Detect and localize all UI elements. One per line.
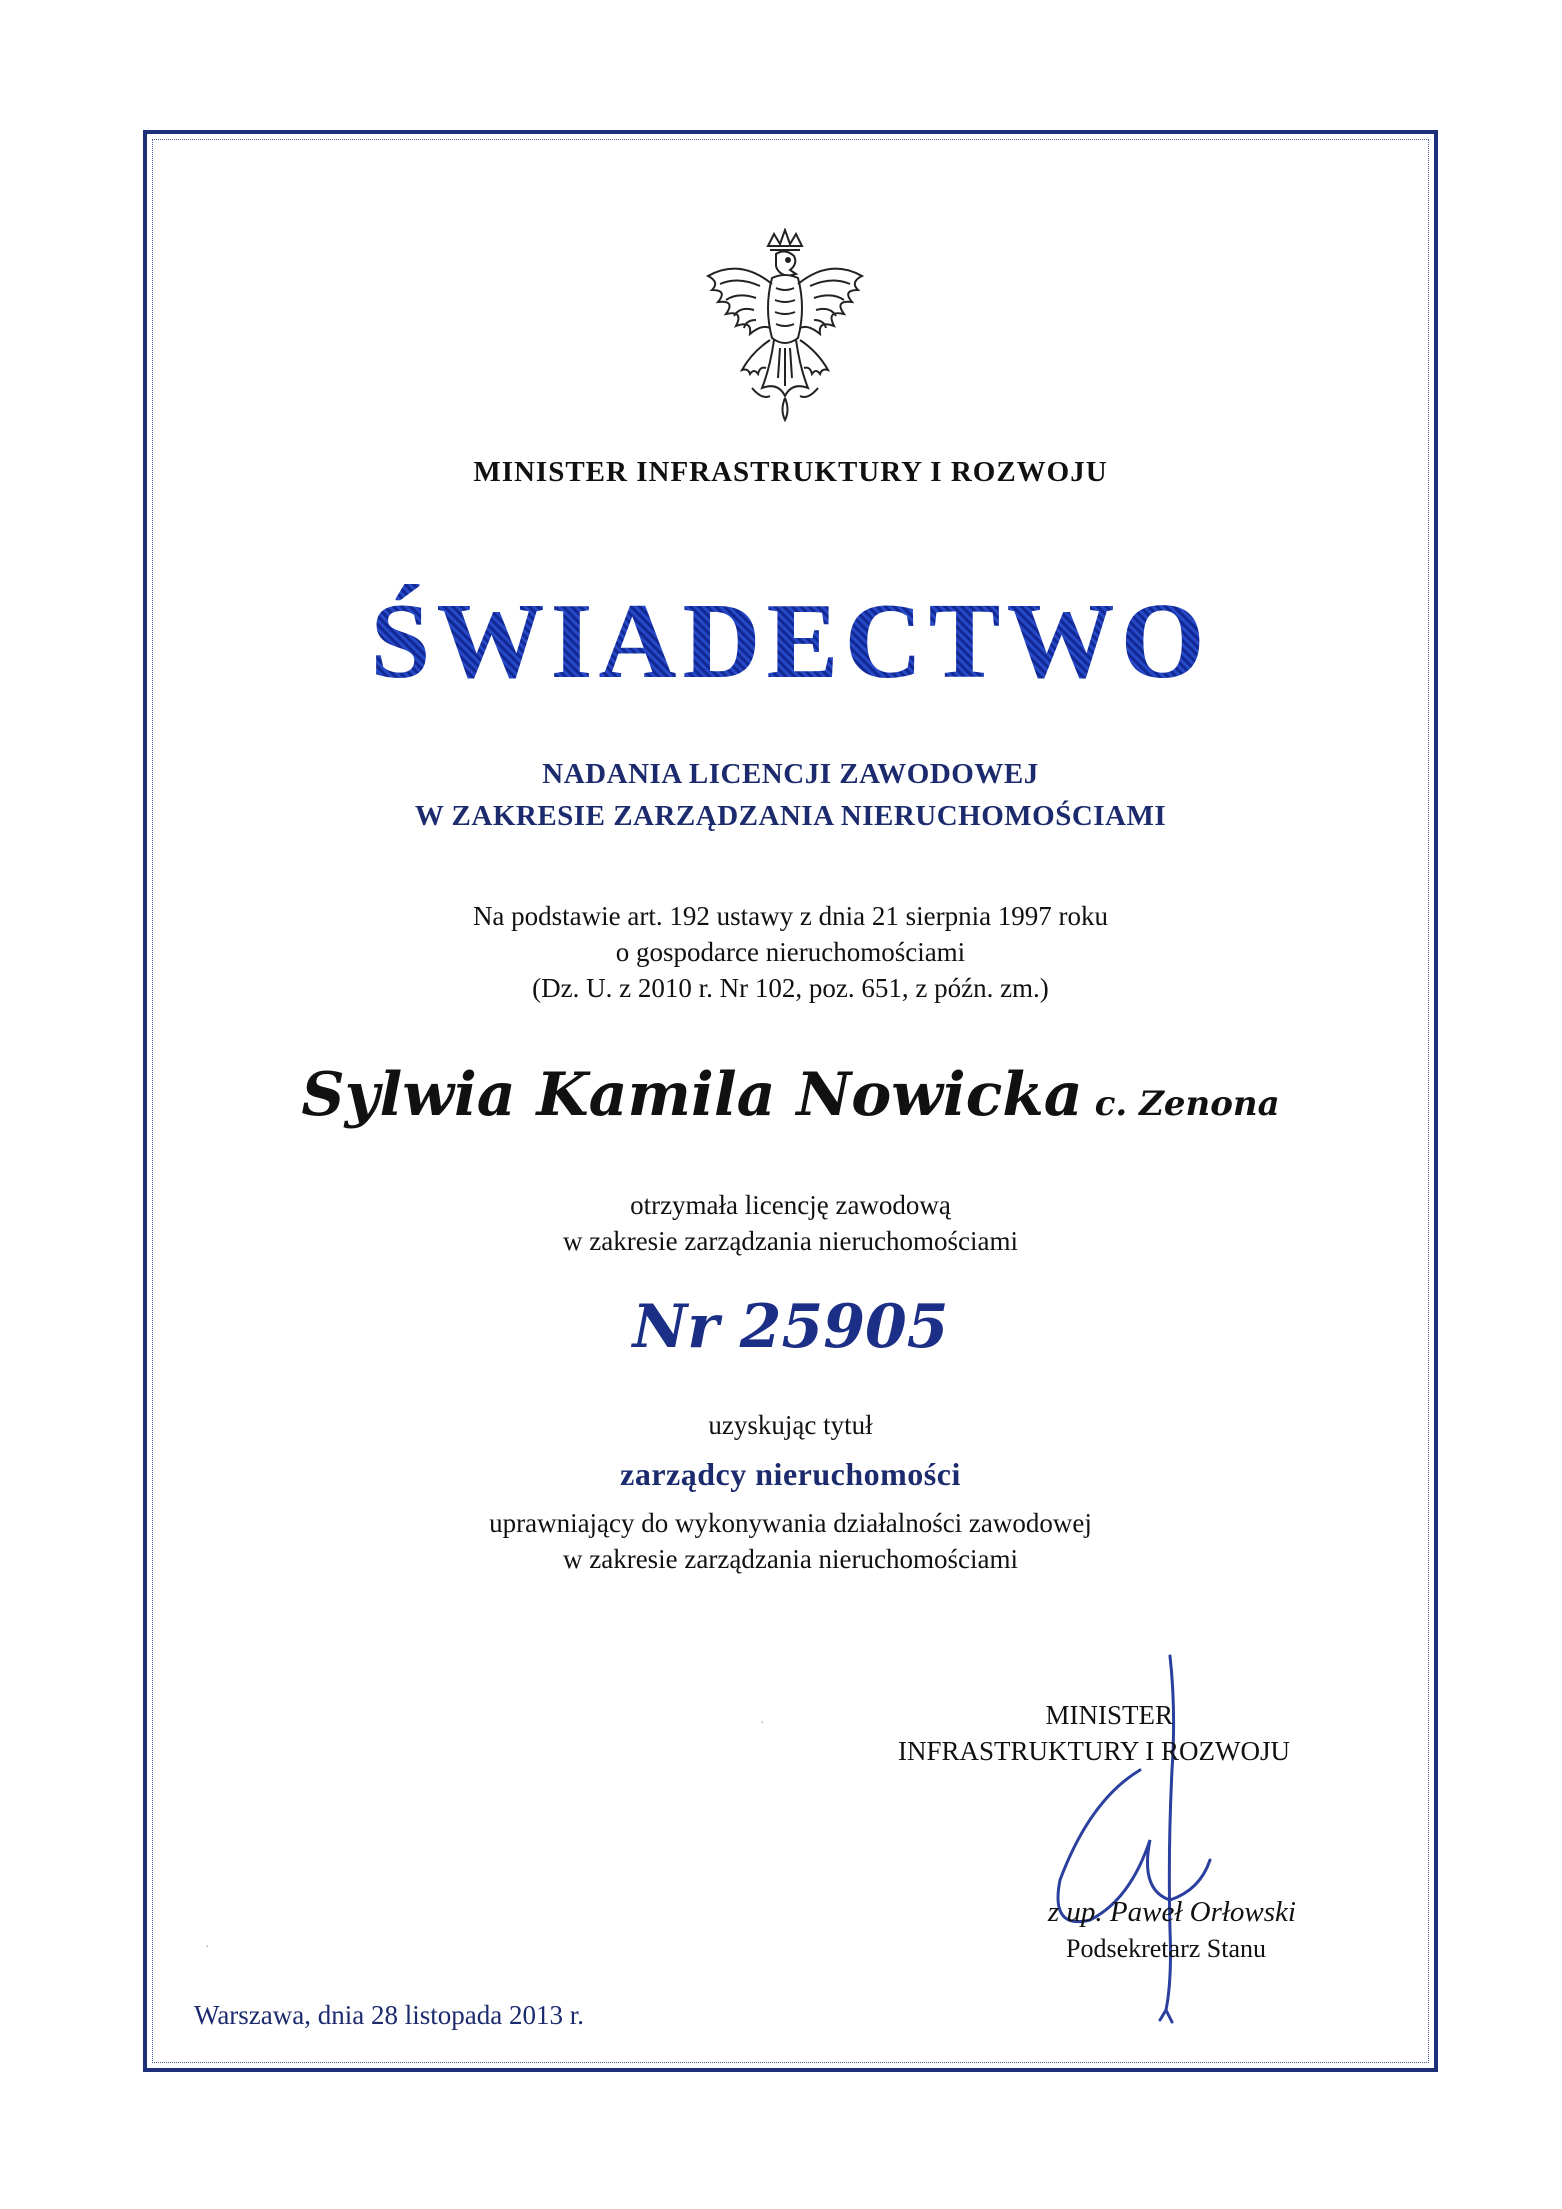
issuing-authority-heading: MINISTER INFRASTRUKTURY I ROZWOJU bbox=[473, 456, 1108, 488]
paper-speck: · bbox=[205, 1940, 210, 1955]
authorization-line2: w zakresie zarządzania nieruchomościami bbox=[562, 1544, 1018, 1574]
received-license-line2: w zakresie zarządzania nieruchomościami bbox=[562, 1226, 1018, 1256]
professional-title: zarządcy nieruchomości bbox=[620, 1456, 961, 1492]
certificate-title: ŚWIADECTWO bbox=[143, 580, 1438, 704]
received-license-line1: otrzymała licencję zawodową bbox=[630, 1190, 951, 1220]
authorization-line1: uprawniający do wykonywania działalności zawodowej bbox=[489, 1508, 1092, 1538]
signatory-role: Podsekretarz Stanu bbox=[1065, 1934, 1266, 1963]
signatory-title-line1: MINISTER bbox=[1045, 1700, 1173, 1730]
license-number: Nr 25905 bbox=[632, 1292, 949, 1362]
legal-basis-line2: o gospodarce nieruchomościami bbox=[615, 937, 966, 967]
title-intro-text: uzyskując tytuł bbox=[708, 1410, 873, 1440]
holder-name-row bbox=[143, 1060, 1438, 1130]
legal-basis-line3: (Dz. U. z 2010 r. Nr 102, poz. 651, z późn. zm.) bbox=[532, 973, 1049, 1003]
signatory-title-line2: INFRASTRUKTURY I ROZWOJU bbox=[897, 1736, 1290, 1766]
certificate-subtitle-line1: NADANIA LICENCJI ZAWODOWEJ bbox=[542, 758, 1039, 790]
certificate-subtitle-line2: W ZAKRESIE ZARZĄDZANIA NIERUCHOMOŚCIAMI bbox=[414, 800, 1167, 832]
place-and-date: Warszawa, dnia 28 listopada 2013 r. bbox=[194, 2000, 584, 2030]
polish-eagle-emblem-icon bbox=[690, 228, 880, 428]
legal-basis-line1: Na podstawie art. 192 ustawy z dnia 21 sierpnia 1997 roku bbox=[472, 901, 1109, 931]
holder-father-name: c. Zenona bbox=[1094, 1084, 1280, 1124]
holder-name: Sylwia Kamila Nowicka bbox=[301, 1060, 1083, 1130]
signatory-name: z up. Paweł Orłowski bbox=[1047, 1896, 1296, 1928]
paper-speck: · bbox=[760, 1716, 765, 1731]
